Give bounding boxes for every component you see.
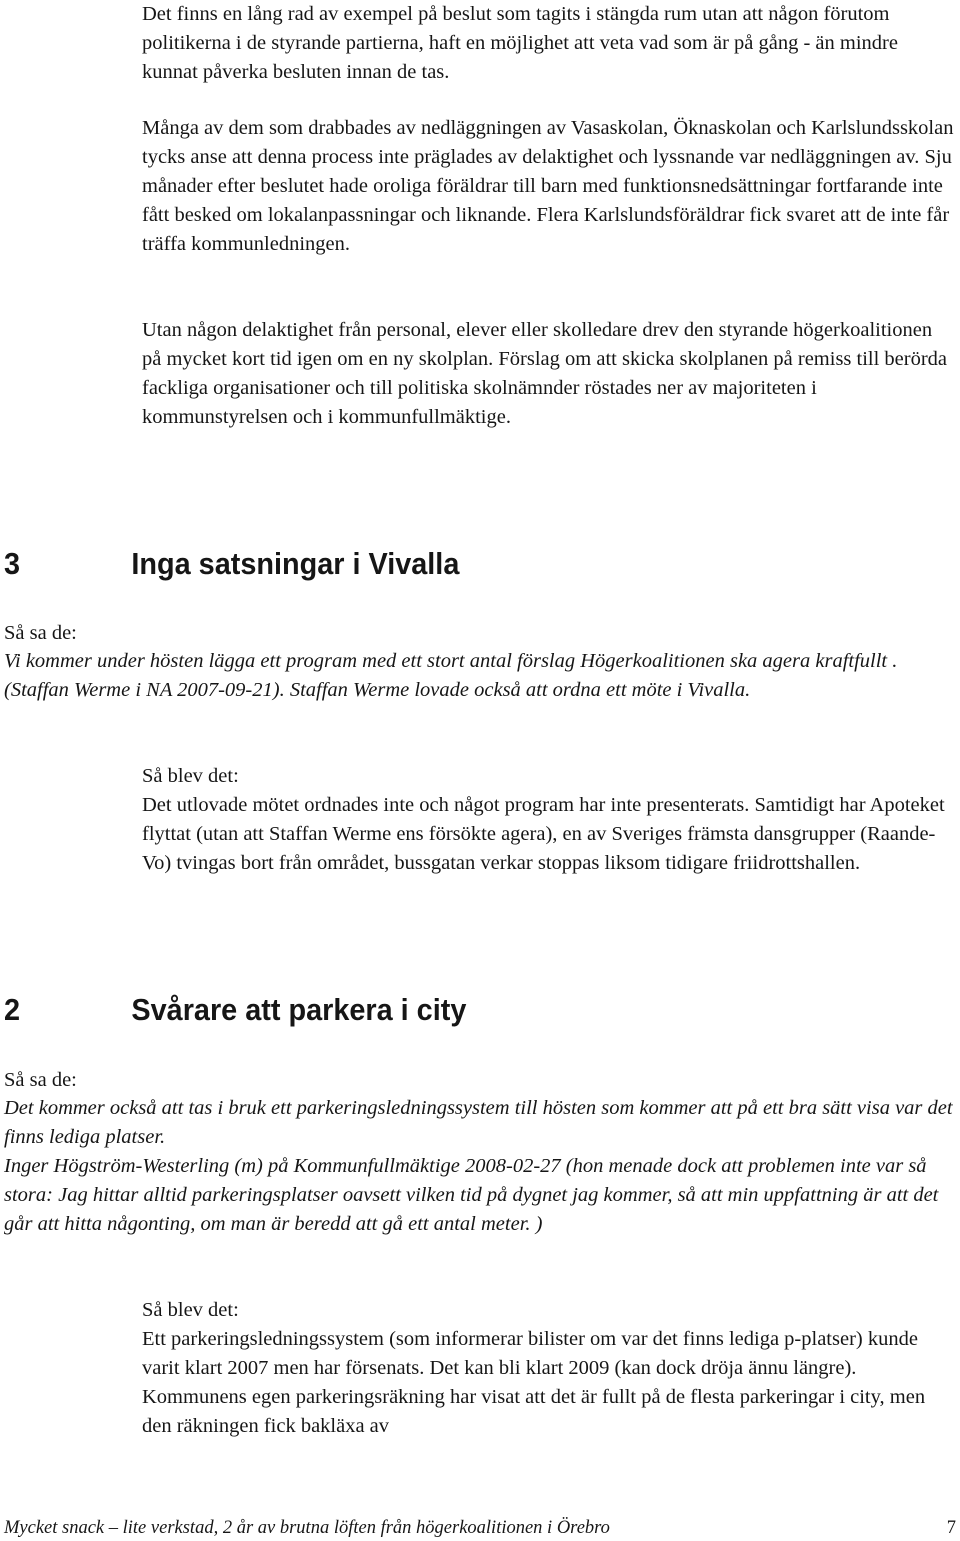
page-footer: [4, 1517, 956, 1539]
section-2-became-label: Så blev det:: [142, 1299, 239, 1321]
section-3-result: Det utlovade mötet ordnades inte och något program har inte presenterats. Samtidigt har Apoteket flyttat (utan att Staffan Werme ens försökte agera), en av Sveriges främsta dansgrupper (Raande-Vo) tvingas bort från området, bussgatan verkar stoppas liksom tidigare friidrottshallen.: [142, 794, 945, 874]
section-3-became-label: Så blev det:: [142, 765, 239, 787]
intro-paragraph-3: Utan någon delaktighet från personal, elever eller skolledare drev den styrande högerkoalitionen på mycket kort tid igen om en ny skolplan. Förslag om att skicka skolplanen på remiss till berörda fackliga organisationer och till politiska skolnämnder röstades ner av majoriteten i kommunstyrelsen och i kommunfullmäktige.: [142, 319, 948, 428]
section-2-result: Ett parkeringsledningssystem (som informerar bilister om var det finns lediga p-platser) kunde varit klart 2007 men har försenats. Det kan bli klart 2009 (kan dock dröja ännu längre). Kommunens egen parkeringsräkning har visat att det är fullt på de flesta parkeringar i city, men den räkningen fick bakläxa av: [142, 1328, 926, 1437]
section-2-title: Svårare att parkera i city: [131, 992, 467, 1027]
section-2-number: 2: [4, 992, 21, 1027]
section-3-quote-text: Vi kommer under hösten lägga ett program med ett stort antal förslag Högerkoalitionen ska agera kraftfullt .: [4, 650, 898, 672]
section-3-quote: [4, 647, 954, 705]
section-3-heading: [4, 546, 459, 582]
intro-paragraph-2: Många av dem som drabbades av nedläggningen av Vasaskolan, Öknaskolan och Karlslundsskolan tycks anse att denna process inte präglades av delaktighet och lyssnande var nedläggningen av. Sju månader efter beslutet hade oroliga föräldrar till barn med funktionsnedsättningar fortfarande inte fått besked om lokalanpassningar och liknande. Flera Karlslundsföräldrar fick svaret att de inte får träffa kommunledningen.: [142, 117, 954, 255]
footer-title: Mycket snack – lite verkstad, 2 år av brutna löften från högerkoalitionen i Örebro: [4, 1518, 610, 1538]
intro-paragraph-1: Det finns en lång rad av exempel på beslut som tagits i stängda rum utan att någon förutom politikerna i de styrande partierna, haft en möjlighet att veta vad som är på gång - än mindre kunnat påverka besluten innan de tas.: [142, 3, 898, 83]
section-2-quote: [4, 1094, 954, 1239]
section-3-said-label: Så sa de:: [4, 622, 77, 644]
section-2-quote-text: Det kommer också att tas i bruk ett parkeringsledningssystem till hösten som kommer att på ett bra sätt visa var det finns lediga platser.: [4, 1097, 953, 1148]
page-number: 7: [946, 1518, 956, 1538]
section-2-quote-source: Inger Högström-Westerling (m) på Kommunfullmäktige 2008-02-27 (hon menade dock att problemen inte var så stora: Jag hittar alltid parkeringsplatser oavsett vilken tid på dygnet jag kommer, så att min uppfattning är att det går att hitta någonting, om man är beredd att gå ett antal meter. ): [4, 1155, 939, 1235]
section-2-heading: [4, 992, 466, 1028]
section-3-number: 3: [4, 546, 21, 581]
section-2-said-label: Så sa de:: [4, 1069, 77, 1091]
section-3-quote-source: (Staffan Werme i NA 2007-09-21). Staffan Werme lovade också att ordna ett möte i Vivalla.: [4, 679, 751, 701]
section-3-title: Inga satsningar i Vivalla: [131, 546, 460, 581]
